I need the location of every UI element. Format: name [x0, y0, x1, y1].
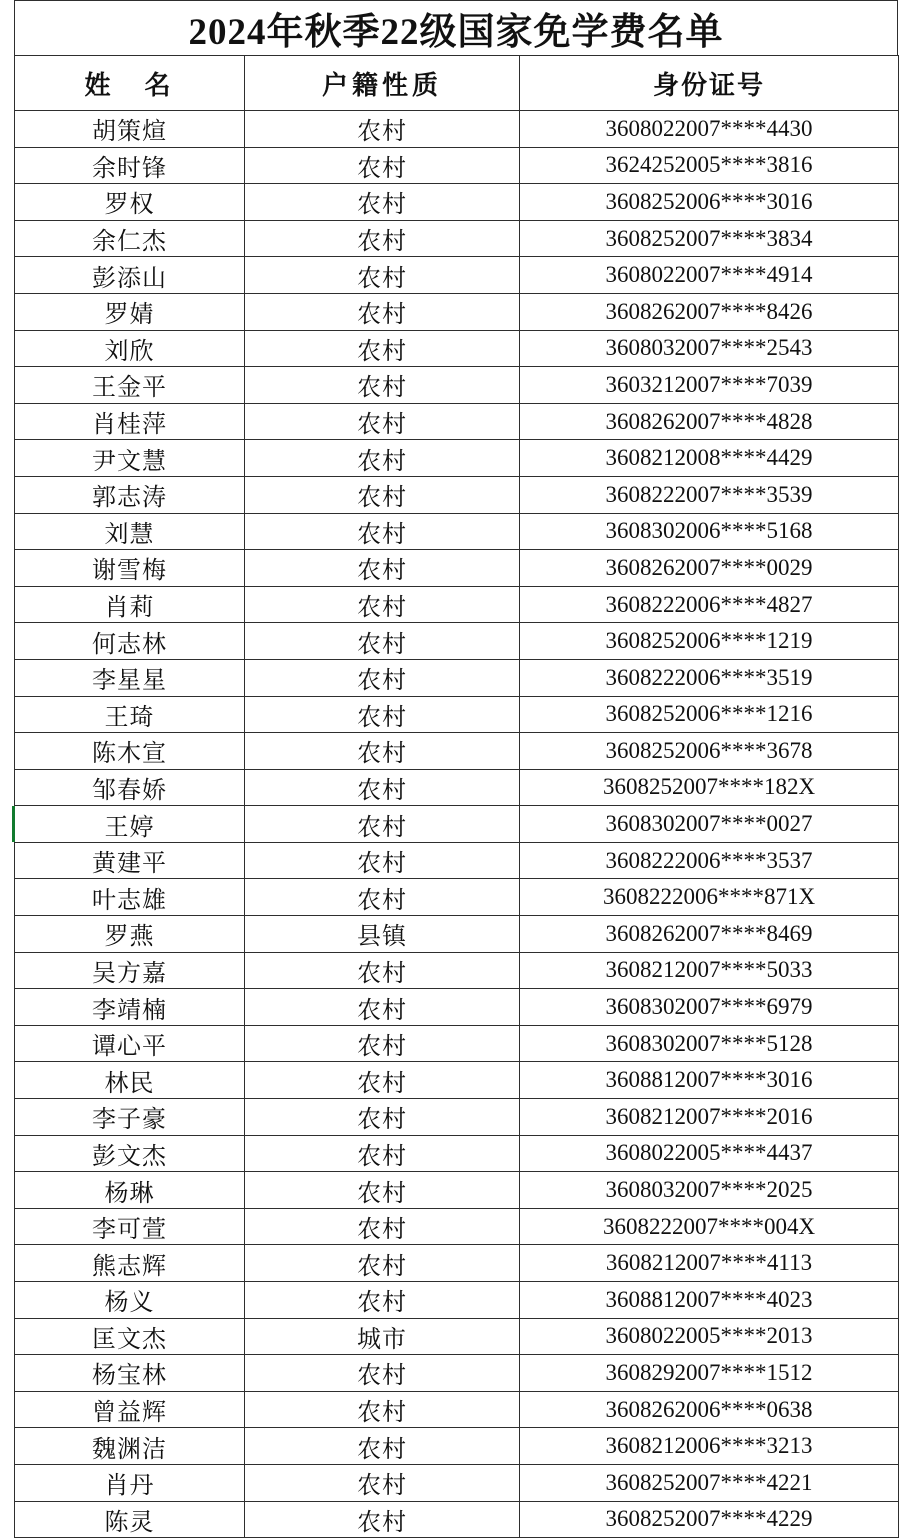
table-row[interactable]	[15, 550, 899, 587]
table-row[interactable]	[15, 879, 899, 916]
cell-household-type[interactable]: 农村	[245, 1135, 520, 1172]
cell-id-number[interactable]: 3608252006****3016	[520, 184, 899, 221]
cell-name[interactable]: 杨琳	[15, 1172, 245, 1209]
table-row[interactable]	[15, 842, 899, 879]
table-row[interactable]	[15, 513, 899, 550]
table-header-row	[15, 56, 899, 111]
cell-household-type[interactable]: 农村	[245, 623, 520, 660]
cell-name[interactable]: 吴方嘉	[15, 952, 245, 989]
table-row[interactable]	[15, 952, 899, 989]
cell-household-type[interactable]: 农村	[245, 220, 520, 257]
table-body	[15, 111, 899, 1538]
cell-name[interactable]: 罗燕	[15, 916, 245, 953]
cell-household-type[interactable]: 农村	[245, 367, 520, 404]
table-row[interactable]	[15, 147, 899, 184]
cell-household-type[interactable]: 农村	[245, 184, 520, 221]
cell-name[interactable]: 罗权	[15, 184, 245, 221]
cell-name[interactable]: 肖桂萍	[15, 403, 245, 440]
cell-name[interactable]: 何志林	[15, 623, 245, 660]
cell-id-number[interactable]: 3608222006****4827	[520, 586, 899, 623]
cell-household-type[interactable]: 农村	[245, 1282, 520, 1319]
cell-id-number[interactable]: 3608212007****4113	[520, 1245, 899, 1282]
table-row[interactable]	[15, 659, 899, 696]
cell-id-number[interactable]: 3608022007****4430	[520, 111, 899, 148]
cell-id-number[interactable]: 3608812007****3016	[520, 1062, 899, 1099]
cell-household-type[interactable]: 农村	[245, 293, 520, 330]
cell-name[interactable]: 王金平	[15, 367, 245, 404]
cell-id-number[interactable]: 3608032007****2025	[520, 1172, 899, 1209]
cell-name[interactable]: 尹文慧	[15, 440, 245, 477]
cell-name[interactable]: 王琦	[15, 696, 245, 733]
table-row[interactable]	[15, 330, 899, 367]
cell-name[interactable]: 李可萱	[15, 1208, 245, 1245]
cell-household-type[interactable]: 城市	[245, 1318, 520, 1355]
table-header	[15, 56, 899, 111]
cell-household-type[interactable]: 农村	[245, 659, 520, 696]
cell-id-number[interactable]: 3608032007****2543	[520, 330, 899, 367]
cell-household-type[interactable]: 农村	[245, 147, 520, 184]
cell-id-number[interactable]: 3624252005****3816	[520, 147, 899, 184]
table-row[interactable]	[15, 1099, 899, 1136]
table-row[interactable]	[15, 1464, 899, 1501]
table-row[interactable]	[15, 476, 899, 513]
cell-id-number[interactable]: 3608252007****3834	[520, 220, 899, 257]
cell-name[interactable]: 谢雪梅	[15, 550, 245, 587]
table-row[interactable]	[15, 367, 899, 404]
cell-household-type[interactable]: 农村	[245, 1245, 520, 1282]
cell-name[interactable]: 肖丹	[15, 1464, 245, 1501]
table-row[interactable]	[15, 586, 899, 623]
cell-household-type[interactable]: 农村	[245, 1355, 520, 1392]
cell-household-type[interactable]: 农村	[245, 1501, 520, 1538]
cell-id-number[interactable]: 3608812007****4023	[520, 1282, 899, 1319]
cell-name[interactable]: 李星星	[15, 659, 245, 696]
student-roster-table	[14, 55, 899, 1538]
cell-name[interactable]: 魏渊洁	[15, 1428, 245, 1465]
table-row[interactable]	[15, 184, 899, 221]
table-row[interactable]	[15, 1172, 899, 1209]
cell-id-number[interactable]: 3608212007****5033	[520, 952, 899, 989]
cell-id-number[interactable]: 3608262007****8469	[520, 916, 899, 953]
cell-id-number[interactable]: 3608252007****4221	[520, 1464, 899, 1501]
table-row[interactable]	[15, 769, 899, 806]
table-row[interactable]	[15, 1318, 899, 1355]
row-selection-marker	[12, 806, 15, 843]
table-row[interactable]	[15, 1282, 899, 1319]
cell-name[interactable]: 黄建平	[15, 842, 245, 879]
table-row[interactable]	[15, 916, 899, 953]
cell-household-type[interactable]: 农村	[245, 696, 520, 733]
cell-name[interactable]: 叶志雄	[15, 879, 245, 916]
page-title: 2024年秋季22级国家免学费名单	[188, 12, 724, 53]
cell-id-number[interactable]: 3608222006****3519	[520, 659, 899, 696]
cell-id-number[interactable]: 3608222006****3537	[520, 842, 899, 879]
cell-id-number[interactable]: 3608222007****3539	[520, 476, 899, 513]
cell-household-type[interactable]: 农村	[245, 513, 520, 550]
cell-household-type[interactable]: 县镇	[245, 916, 520, 953]
cell-id-number[interactable]: 3608022007****4914	[520, 257, 899, 294]
table-row[interactable]	[15, 733, 899, 770]
cell-household-type[interactable]: 农村	[245, 842, 520, 879]
table-row[interactable]	[15, 1391, 899, 1428]
cell-name[interactable]: 罗婧	[15, 293, 245, 330]
cell-name[interactable]: 熊志辉	[15, 1245, 245, 1282]
cell-household-type[interactable]: 农村	[245, 1391, 520, 1428]
cell-name[interactable]: 余时锋	[15, 147, 245, 184]
cell-name[interactable]: 曾益辉	[15, 1391, 245, 1428]
table-row[interactable]	[15, 989, 899, 1026]
cell-name[interactable]: 李靖楠	[15, 989, 245, 1026]
cell-household-type[interactable]: 农村	[245, 403, 520, 440]
table-row[interactable]	[15, 220, 899, 257]
cell-id-number[interactable]: 3608252007****182X	[520, 769, 899, 806]
cell-name[interactable]: 彭文杰	[15, 1135, 245, 1172]
cell-household-type[interactable]: 农村	[245, 550, 520, 587]
cell-household-type[interactable]: 农村	[245, 1208, 520, 1245]
cell-household-type[interactable]: 农村	[245, 1025, 520, 1062]
cell-id-number[interactable]: 3608252006****1216	[520, 696, 899, 733]
cell-household-type[interactable]: 农村	[245, 769, 520, 806]
table-row[interactable]	[15, 1428, 899, 1465]
table-row[interactable]	[15, 293, 899, 330]
cell-household-type[interactable]: 农村	[245, 1099, 520, 1136]
table-row[interactable]	[15, 1501, 899, 1538]
cell-id-number[interactable]: 3608292007****1512	[520, 1355, 899, 1392]
cell-household-type[interactable]: 农村	[245, 111, 520, 148]
cell-id-number[interactable]: 3608022005****2013	[520, 1318, 899, 1355]
cell-household-type[interactable]: 农村	[245, 440, 520, 477]
table-row[interactable]	[15, 1208, 899, 1245]
cell-household-type[interactable]: 农村	[245, 330, 520, 367]
cell-id-number[interactable]: 3608252006****3678	[520, 733, 899, 770]
cell-household-type[interactable]: 农村	[245, 806, 520, 843]
cell-name[interactable]: 刘欣	[15, 330, 245, 367]
table-row[interactable]	[15, 403, 899, 440]
table-row[interactable]	[15, 440, 899, 477]
table-row[interactable]	[15, 1025, 899, 1062]
cell-id-number[interactable]: 3608262007****0029	[520, 550, 899, 587]
cell-name[interactable]: 肖莉	[15, 586, 245, 623]
column-header-household-type: 户籍性质	[245, 56, 520, 111]
cell-household-type[interactable]: 农村	[245, 476, 520, 513]
cell-household-type[interactable]: 农村	[245, 879, 520, 916]
cell-household-type[interactable]: 农村	[245, 733, 520, 770]
cell-name[interactable]: 邹春娇	[15, 769, 245, 806]
cell-name[interactable]: 杨宝林	[15, 1355, 245, 1392]
cell-id-number[interactable]: 3608022005****4437	[520, 1135, 899, 1172]
cell-id-number[interactable]: 3608302007****6979	[520, 989, 899, 1026]
column-header-name: 姓 名	[15, 56, 245, 111]
cell-name[interactable]: 彭添山	[15, 257, 245, 294]
cell-household-type[interactable]: 农村	[245, 1062, 520, 1099]
table-row[interactable]	[15, 1062, 899, 1099]
cell-name[interactable]: 郭志涛	[15, 476, 245, 513]
table-row[interactable]	[15, 1355, 899, 1392]
cell-id-number[interactable]: 3608212008****4429	[520, 440, 899, 477]
cell-id-number[interactable]: 3608302007****0027	[520, 806, 899, 843]
table-row[interactable]	[15, 111, 899, 148]
cell-id-number[interactable]: 3608222006****871X	[520, 879, 899, 916]
cell-id-number[interactable]: 3603212007****7039	[520, 367, 899, 404]
table-row[interactable]	[15, 623, 899, 660]
cell-household-type[interactable]: 农村	[245, 257, 520, 294]
table-row[interactable]	[15, 257, 899, 294]
cell-household-type[interactable]: 农村	[245, 1428, 520, 1465]
cell-name[interactable]: 杨义	[15, 1282, 245, 1319]
cell-id-number[interactable]: 3608262006****0638	[520, 1391, 899, 1428]
cell-id-number[interactable]: 3608262007****8426	[520, 293, 899, 330]
cell-name[interactable]: 王婷	[15, 806, 245, 843]
cell-household-type[interactable]: 农村	[245, 989, 520, 1026]
cell-name[interactable]: 陈灵	[15, 1501, 245, 1538]
cell-id-number[interactable]: 3608262007****4828	[520, 403, 899, 440]
cell-id-number[interactable]: 3608222007****004X	[520, 1208, 899, 1245]
document-title-row	[14, 0, 898, 55]
cell-household-type[interactable]: 农村	[245, 952, 520, 989]
cell-household-type[interactable]: 农村	[245, 1172, 520, 1209]
cell-name[interactable]: 谭心平	[15, 1025, 245, 1062]
cell-household-type[interactable]: 农村	[245, 1464, 520, 1501]
cell-name[interactable]: 陈木宣	[15, 733, 245, 770]
column-header-id-number: 身份证号	[520, 56, 899, 111]
cell-id-number[interactable]: 3608302007****5128	[520, 1025, 899, 1062]
cell-id-number[interactable]: 3608212007****2016	[520, 1099, 899, 1136]
cell-id-number[interactable]: 3608212006****3213	[520, 1428, 899, 1465]
cell-name[interactable]: 刘慧	[15, 513, 245, 550]
table-row[interactable]	[15, 1245, 899, 1282]
table-row[interactable]	[15, 696, 899, 733]
cell-id-number[interactable]: 3608302006****5168	[520, 513, 899, 550]
cell-id-number[interactable]: 3608252006****1219	[520, 623, 899, 660]
cell-name[interactable]: 胡策煊	[15, 111, 245, 148]
cell-name[interactable]: 林民	[15, 1062, 245, 1099]
cell-name[interactable]: 李子豪	[15, 1099, 245, 1136]
cell-name[interactable]: 余仁杰	[15, 220, 245, 257]
table-row[interactable]	[15, 806, 899, 843]
cell-id-number[interactable]: 3608252007****4229	[520, 1501, 899, 1538]
cell-household-type[interactable]: 农村	[245, 586, 520, 623]
cell-name[interactable]: 匡文杰	[15, 1318, 245, 1355]
table-row[interactable]	[15, 1135, 899, 1172]
